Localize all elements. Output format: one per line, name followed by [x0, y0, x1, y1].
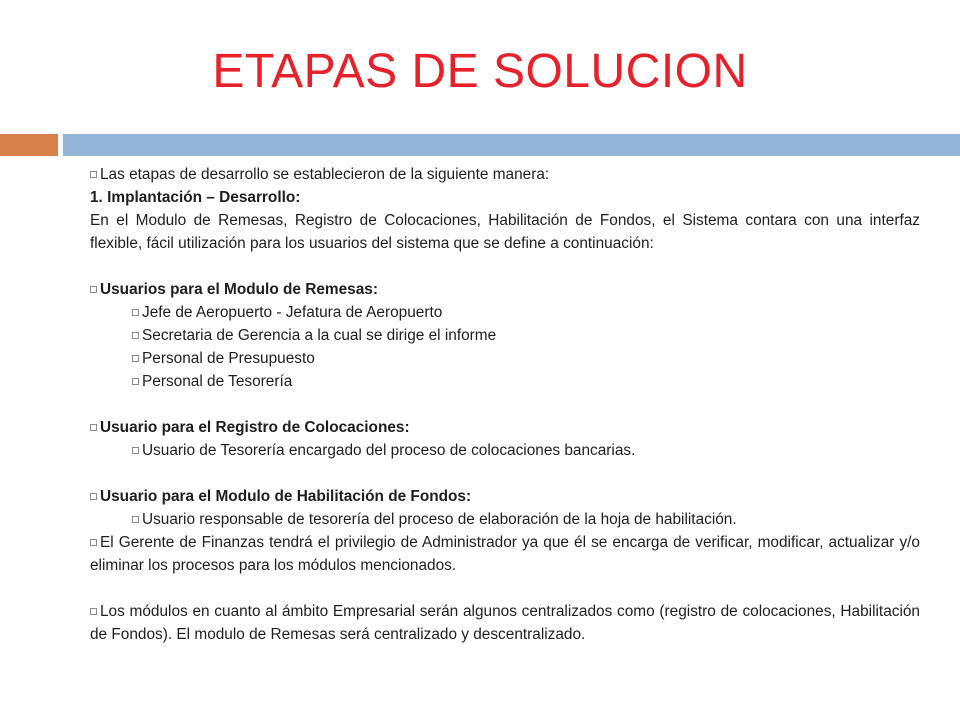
square-bullet-icon [132, 516, 139, 523]
square-bullet-icon [90, 539, 97, 546]
list-item-text: Jefe de Aeropuerto - Jefatura de Aeropuerto [142, 304, 443, 321]
gerente-paragraph [90, 531, 920, 577]
list-item [90, 324, 920, 347]
phase-paragraph: En el Modulo de Remesas, Registro de Colocaciones, Habilitación de Fondos, el Sistema contara con una interfaz flexible, fácil utilización para los usuarios del sistema que se define a continuación: [90, 212, 920, 252]
accent-bar-orange [0, 134, 58, 156]
phase-heading: 1. Implantación – Desarrollo: [90, 189, 301, 206]
colocaciones-heading [90, 416, 920, 439]
list-item [90, 347, 920, 370]
modulos-paragraph [90, 600, 920, 646]
list-item [90, 439, 920, 462]
square-bullet-icon [90, 608, 97, 615]
list-item [90, 301, 920, 324]
accent-bar-blue [63, 134, 960, 156]
square-bullet-icon [132, 309, 139, 316]
list-item [90, 370, 920, 393]
list-item [90, 508, 920, 531]
square-bullet-icon [132, 332, 139, 339]
list-item-text: Usuario de Tesorería encargado del proceso de colocaciones bancarias. [142, 442, 636, 459]
intro-bullet [90, 163, 920, 186]
slide-title: ETAPAS DE SOLUCION [212, 45, 748, 98]
square-bullet-icon [90, 493, 97, 500]
list-item-text: Secretaria de Gerencia a la cual se dirige el informe [142, 327, 497, 344]
fondos-heading-text: Usuario para el Modulo de Habilitación de Fondos: [100, 488, 472, 505]
square-bullet-icon [90, 424, 97, 431]
square-bullet-icon [90, 171, 97, 178]
square-bullet-icon [90, 286, 97, 293]
list-item-text: Personal de Presupuesto [142, 350, 315, 367]
fondos-heading [90, 485, 920, 508]
gerente-text: El Gerente de Finanzas tendrá el privilegio de Administrador ya que él se encarga de verificar, modificar, actualizar y/o eliminar los procesos para los módulos mencionados. [90, 534, 920, 574]
list-item-text: Personal de Tesorería [142, 373, 293, 390]
square-bullet-icon [132, 447, 139, 454]
slide-body [90, 163, 920, 646]
square-bullet-icon [132, 355, 139, 362]
modulos-text: Los módulos en cuanto al ámbito Empresarial serán algunos centralizados como (registro de colocaciones, Habilitación de Fondos). El modulo de Remesas será centralizado y descentralizado. [90, 603, 920, 643]
colocaciones-heading-text: Usuario para el Registro de Colocaciones: [100, 419, 410, 436]
list-item-text: Usuario responsable de tesorería del proceso de elaboración de la hoja de habilitación. [142, 511, 737, 528]
intro-text: Las etapas de desarrollo se establecieron de la siguiente manera: [100, 166, 550, 183]
remesas-heading [90, 278, 920, 301]
remesas-heading-text: Usuarios para el Modulo de Remesas: [100, 281, 378, 298]
square-bullet-icon [132, 378, 139, 385]
